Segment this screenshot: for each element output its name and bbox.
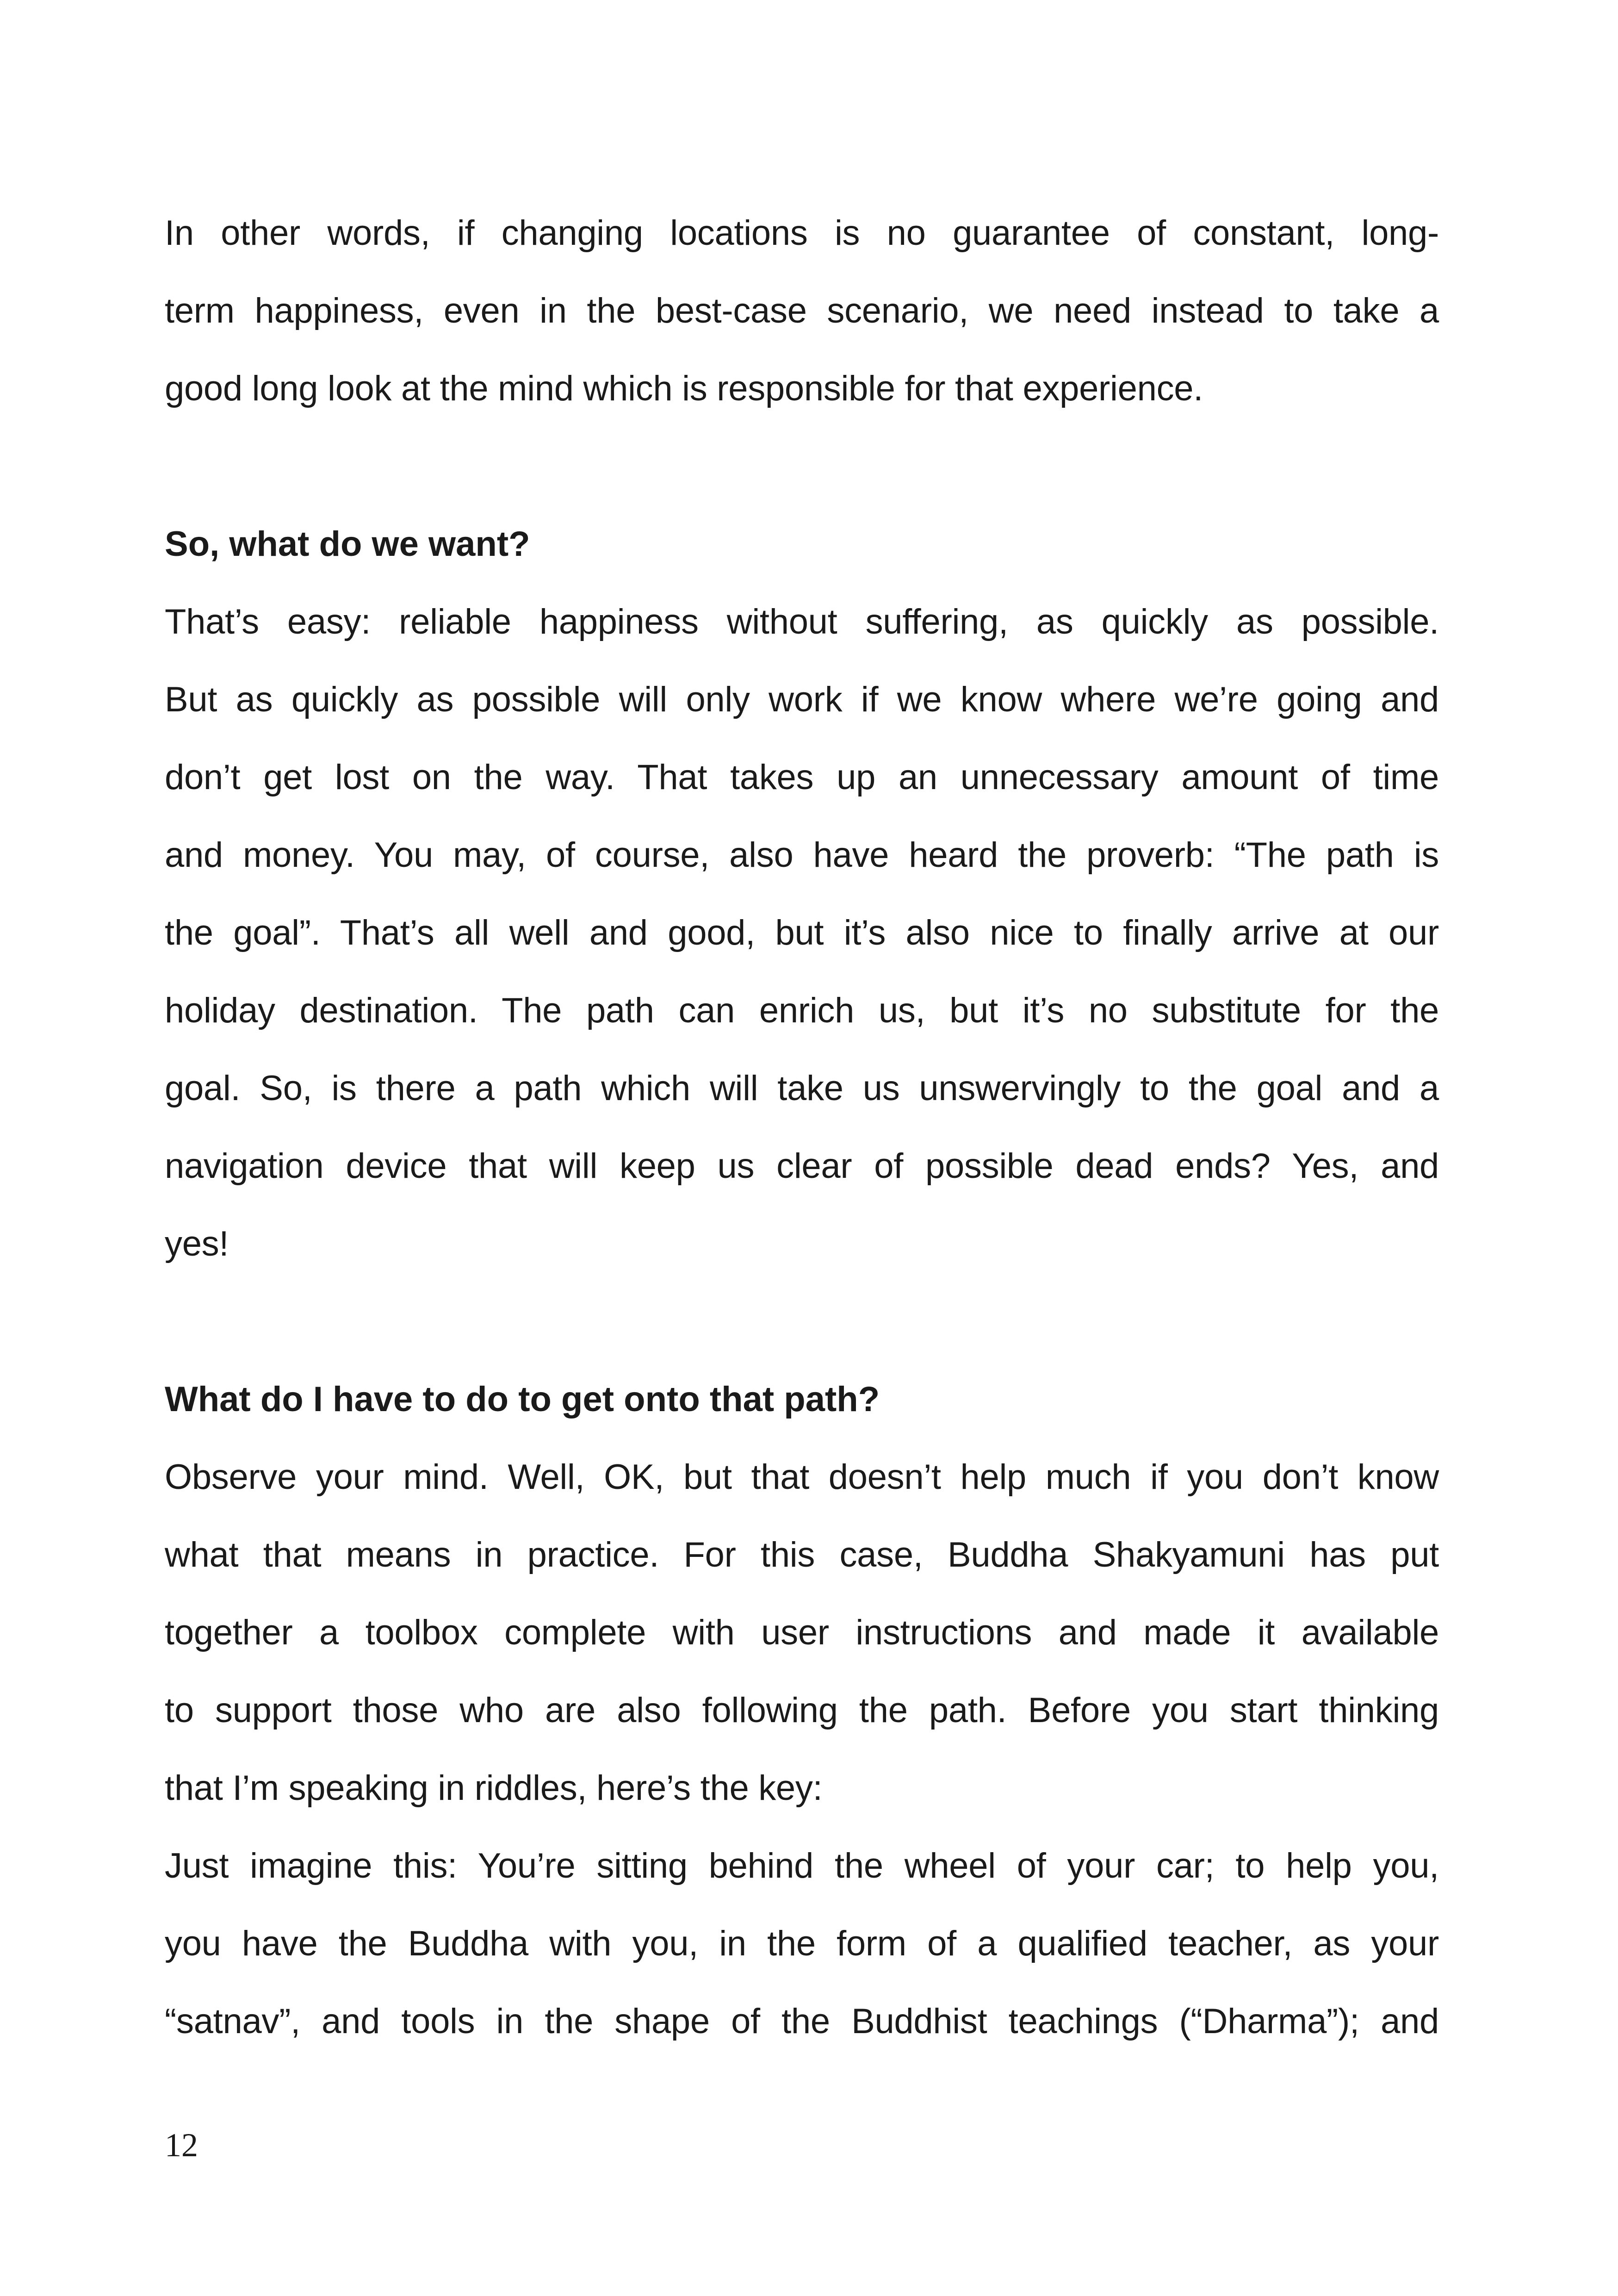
text-line: In other words, if changing locations is no guarantee of constant, long- [165, 213, 1439, 253]
paragraph-intro [165, 194, 1439, 428]
section-heading: What do I have to do to get onto that path? [165, 1380, 880, 1419]
text-line: Observe your mind. Well, OK, but that doesn’t help much if you don’t know [165, 1457, 1439, 1497]
text-line: navigation device that will keep us clear of possible dead ends? Yes, and [165, 1146, 1439, 1186]
text-line: the goal”. That’s all well and good, but it’s also nice to finally arrive at our [165, 913, 1439, 952]
section-what-do-we-want [165, 505, 1439, 1283]
section-heading: So, what do we want? [165, 524, 530, 564]
text-line: together a toolbox complete with user instructions and made it available [165, 1613, 1439, 1652]
paragraph-gap [165, 428, 1439, 505]
text-line: “satnav”, and tools in the shape of the Buddhist teachings (“Dharma”); and [165, 2002, 1439, 2041]
page-number: 12 [165, 2127, 198, 2164]
text-line: goal. So, is there a path which will take us unswervingly to the goal and a [165, 1069, 1439, 1108]
body-text [165, 194, 1439, 2060]
section-get-onto-path [165, 1361, 1439, 2060]
text-line: what that means in practice. For this case, Buddha Shakyamuni has put [165, 1535, 1439, 1574]
text-line: that I’m speaking in riddles, here’s the key: [165, 1768, 823, 1808]
text-line: good long look at the mind which is responsible for that experience. [165, 369, 1203, 408]
text-line: But as quickly as possible will only work if we know where we’re going and [165, 680, 1439, 719]
text-line: That’s easy: reliable happiness without suffering, as quickly as possible. [165, 602, 1439, 641]
text-line: yes! [165, 1224, 229, 1263]
paragraph-gap [165, 1283, 1439, 1361]
text-line: you have the Buddha with you, in the form of a qualified teacher, as your [165, 1924, 1439, 1963]
text-line: and money. You may, of course, also have heard the proverb: “The path is [165, 835, 1439, 875]
text-line: don’t get lost on the way. That takes up an unnecessary amount of time [165, 758, 1439, 797]
text-line: to support those who are also following the path. Before you start thinking [165, 1691, 1439, 1730]
text-line: holiday destination. The path can enrich us, but it’s no substitute for the [165, 991, 1439, 1030]
text-line: term happiness, even in the best-case scenario, we need instead to take a [165, 291, 1439, 330]
text-line: Just imagine this: You’re sitting behind the wheel of your car; to help you, [165, 1846, 1439, 1885]
